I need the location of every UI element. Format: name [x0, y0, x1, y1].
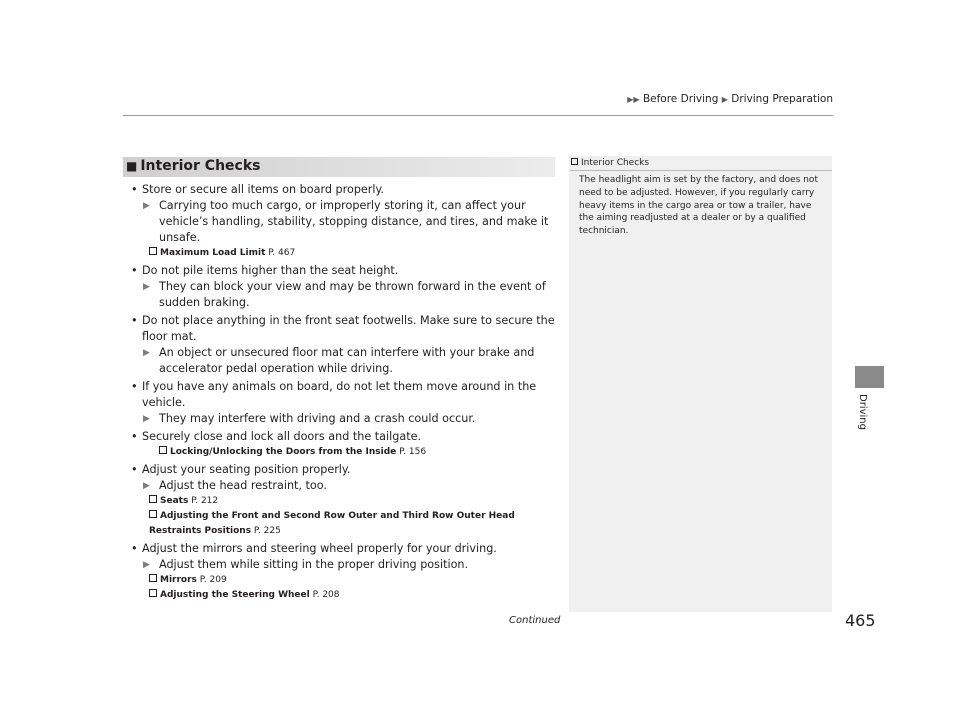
breadcrumb-item: Before Driving [642, 93, 719, 105]
sub-item-text: They can block your view and may be thrown forward in the event of sudden braking. [159, 280, 546, 309]
cross-reference[interactable] [149, 246, 561, 261]
list-item [131, 263, 561, 279]
sub-item [142, 557, 561, 573]
main-content [131, 180, 561, 603]
item-text: Do not pile items higher than the seat height. [142, 264, 399, 277]
sub-item [142, 478, 561, 494]
cross-reference[interactable] [149, 494, 561, 509]
ref-page: P. 209 [199, 575, 227, 585]
bullet-icon: • [131, 542, 138, 555]
arrow-icon: ▶ [143, 282, 150, 292]
square-icon: ■ [126, 159, 138, 173]
ref-title: Adjusting the Steering Wheel [160, 590, 310, 600]
item-text: If you have any animals on board, do not let them move around in the vehicle. [142, 380, 537, 409]
list-item [131, 429, 561, 445]
item-text: Securely close and lock all doors and the tailgate. [142, 430, 422, 443]
ref-title: Mirrors [160, 575, 197, 585]
cross-reference[interactable] [149, 509, 561, 539]
cross-reference[interactable] [149, 588, 561, 603]
bullet-icon: • [131, 183, 138, 196]
chapter-tab [855, 366, 884, 388]
chapter-tab-label: Driving [857, 394, 868, 430]
bullet-icon: • [131, 430, 138, 443]
ref-title: Seats [160, 496, 189, 506]
page-number: 465 [845, 611, 876, 630]
list-item [131, 379, 561, 411]
ref-title: Locking/Unlocking the Doors from the Inside [170, 447, 397, 457]
ref-title: Maximum Load Limit [160, 248, 266, 258]
ref-page: P. 225 [253, 526, 281, 536]
reference-icon [149, 247, 157, 255]
ref-page: P. 156 [399, 447, 427, 457]
sub-item-text: Adjust the head restraint, too. [159, 479, 327, 492]
reference-icon [149, 574, 157, 582]
breadcrumb-item: Driving Preparation [731, 93, 833, 105]
header-divider [123, 115, 833, 116]
breadcrumb-arrow-icon: ▶ [721, 95, 728, 104]
list-item [131, 462, 561, 478]
reference-icon [149, 510, 157, 518]
sidebar-note-title-text: Interior Checks [581, 158, 650, 168]
section-title-text: Interior Checks [140, 158, 261, 174]
reference-icon [159, 446, 167, 454]
reference-icon [149, 495, 157, 503]
breadcrumb-arrow-icon: ▶▶ [627, 95, 640, 104]
sub-item-text: Adjust them while sitting in the proper driving position. [159, 558, 469, 571]
list-item [131, 541, 561, 557]
item-text: Adjust the mirrors and steering wheel properly for your driving. [142, 542, 497, 555]
list-item [131, 182, 561, 198]
arrow-icon: ▶ [143, 560, 150, 570]
bullet-icon: • [131, 380, 138, 393]
sub-item [142, 198, 561, 246]
sidebar-note-divider [570, 170, 832, 171]
bullet-icon: • [131, 264, 138, 277]
sidebar-note-title [571, 158, 649, 168]
cross-reference[interactable] [159, 445, 561, 460]
list-item [131, 313, 561, 345]
sub-item [142, 411, 561, 427]
sub-item-text: Carrying too much cargo, or improperly storing it, can affect your vehicle’s handling, stability, stopping distance, and tires, and make it unsafe. [159, 199, 549, 244]
bullet-icon: • [131, 314, 138, 327]
item-text: Store or secure all items on board properly. [142, 183, 385, 196]
ref-page: P. 208 [312, 590, 340, 600]
sub-item [142, 279, 561, 311]
sidebar-note-text: The headlight aim is set by the factory, and does not need to be adjusted. However, if you regularly carry heavy items in the cargo area or tow a trailer, have the aiming readjusted at a dealer or by a qualified technician. [579, 175, 818, 237]
ref-title: Adjusting the Front and Second Row Outer and Third Row Outer Head Restraints Positions [149, 511, 515, 536]
arrow-icon: ▶ [143, 414, 150, 424]
sub-item-text: They may interfere with driving and a crash could occur. [159, 412, 476, 425]
ref-page: P. 212 [191, 496, 219, 506]
arrow-icon: ▶ [143, 201, 150, 211]
continued-label: Continued [509, 615, 561, 626]
ref-page: P. 467 [268, 248, 296, 258]
arrow-icon: ▶ [143, 481, 150, 491]
sub-item [142, 345, 561, 377]
sub-item-text: An object or unsecured floor mat can interfere with your brake and accelerator pedal operation while driving. [159, 346, 535, 375]
arrow-icon: ▶ [143, 348, 150, 358]
item-text: Do not place anything in the front seat footwells. Make sure to secure the floor mat. [142, 314, 555, 343]
section-title [126, 158, 261, 174]
breadcrumb [500, 93, 833, 105]
reference-icon [149, 589, 157, 597]
reference-icon [571, 158, 578, 165]
cross-reference[interactable] [149, 573, 561, 588]
bullet-icon: • [131, 463, 138, 476]
item-text: Adjust your seating position properly. [142, 463, 351, 476]
